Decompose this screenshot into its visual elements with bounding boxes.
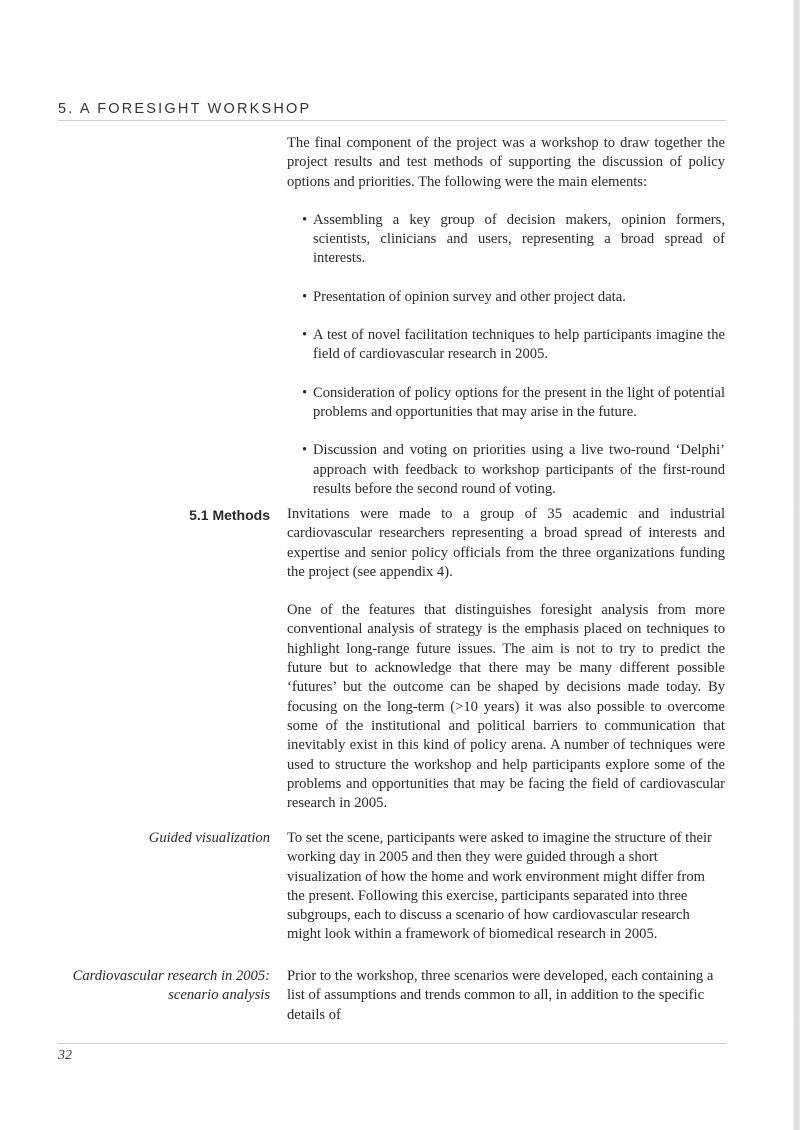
intro-block: [287, 134, 725, 499]
page-edge: [793, 0, 800, 1130]
methods-paragraph-2: One of the features that distinguishes foresight analysis from more conventional analysis of strategy is the emphasis placed on techniques to highlight long-range future issues. The aim is not to try to predict the future but to acknowledge that there may be many different possible ‘futures’ but the outcome can be shaped by decisions made today. By focusing on the long-term (>10 years) it was also possible to overcome some of the institutional and political barriers to communication that inevitably exist in this kind of policy arena. A number of techniques were used to structure the workshop and help participants explore some of the problems and opportunities that may be facing the field of cardiovascular research in 2005.: [287, 602, 725, 812]
scenario-heading-line-2: scenario analysis: [168, 987, 270, 1004]
running-head: 5. A FORESIGHT WORKSHOP: [58, 101, 312, 117]
guided-paragraph: To set the scene, participants were asked to imagine the structure of their working day in 2005 and then they were guided through a short visualization of how the home and work environment might differ from the present. Following this exercise, participants separated into three subgroups, each to discuss a scenario of how cardiovascular research might look within a framework of biomedical research in 2005.: [287, 830, 712, 943]
methods-paragraph-1: Invitations were made to a group of 35 academic and industrial cardiovascular researchers representing a broad spread of interests and expertise and senior policy officials from the three organizations funding the project (see appendix 4).: [287, 506, 725, 580]
list-item: • Presentation of opinion survey and other project data.: [287, 288, 725, 307]
bullet-icon: •: [302, 288, 308, 305]
section-heading-scenario-analysis: [58, 967, 270, 1006]
bullet-icon: •: [302, 442, 308, 459]
header-rule: [58, 120, 726, 121]
list-item: • Discussion and voting on priorities using a live two-round ‘Delphi’ approach with feedback to workshop participants of the first-round results before the second round of voting.: [302, 442, 725, 497]
bullet-icon: •: [302, 384, 308, 401]
bullet-icon: •: [302, 327, 308, 344]
list-item: • Assembling a key group of decision makers, opinion formers, scientists, clinicians and users, representing a broad spread of interests.: [302, 211, 725, 267]
section-heading-methods: 5.1 Methods: [189, 507, 270, 523]
methods-block: [287, 505, 725, 813]
section-heading-guided-visualization: Guided visualization: [148, 830, 270, 846]
scenario-heading-line-1: Cardiovascular research in 2005:: [72, 968, 270, 984]
elements-list: [287, 211, 725, 499]
intro-paragraph: The final component of the project was a workshop to draw together the project results and test methods of supporting the discussion of policy options and priorities. The following were the main elements:: [287, 135, 725, 190]
bullet-icon: •: [302, 211, 308, 228]
page-number: 32: [58, 1048, 72, 1063]
list-item: • A test of novel facilitation techniques to help participants imagine the field of cardiovascular research in 2005.: [302, 327, 725, 363]
list-item: • Consideration of policy options for the present in the light of potential problems and opportunities that may arise in the future.: [302, 384, 725, 420]
scenario-paragraph: Prior to the workshop, three scenarios were developed, each containing a list of assumptions and trends common to all, in addition to the specific details of: [287, 968, 714, 1023]
footer-rule: [58, 1043, 726, 1044]
